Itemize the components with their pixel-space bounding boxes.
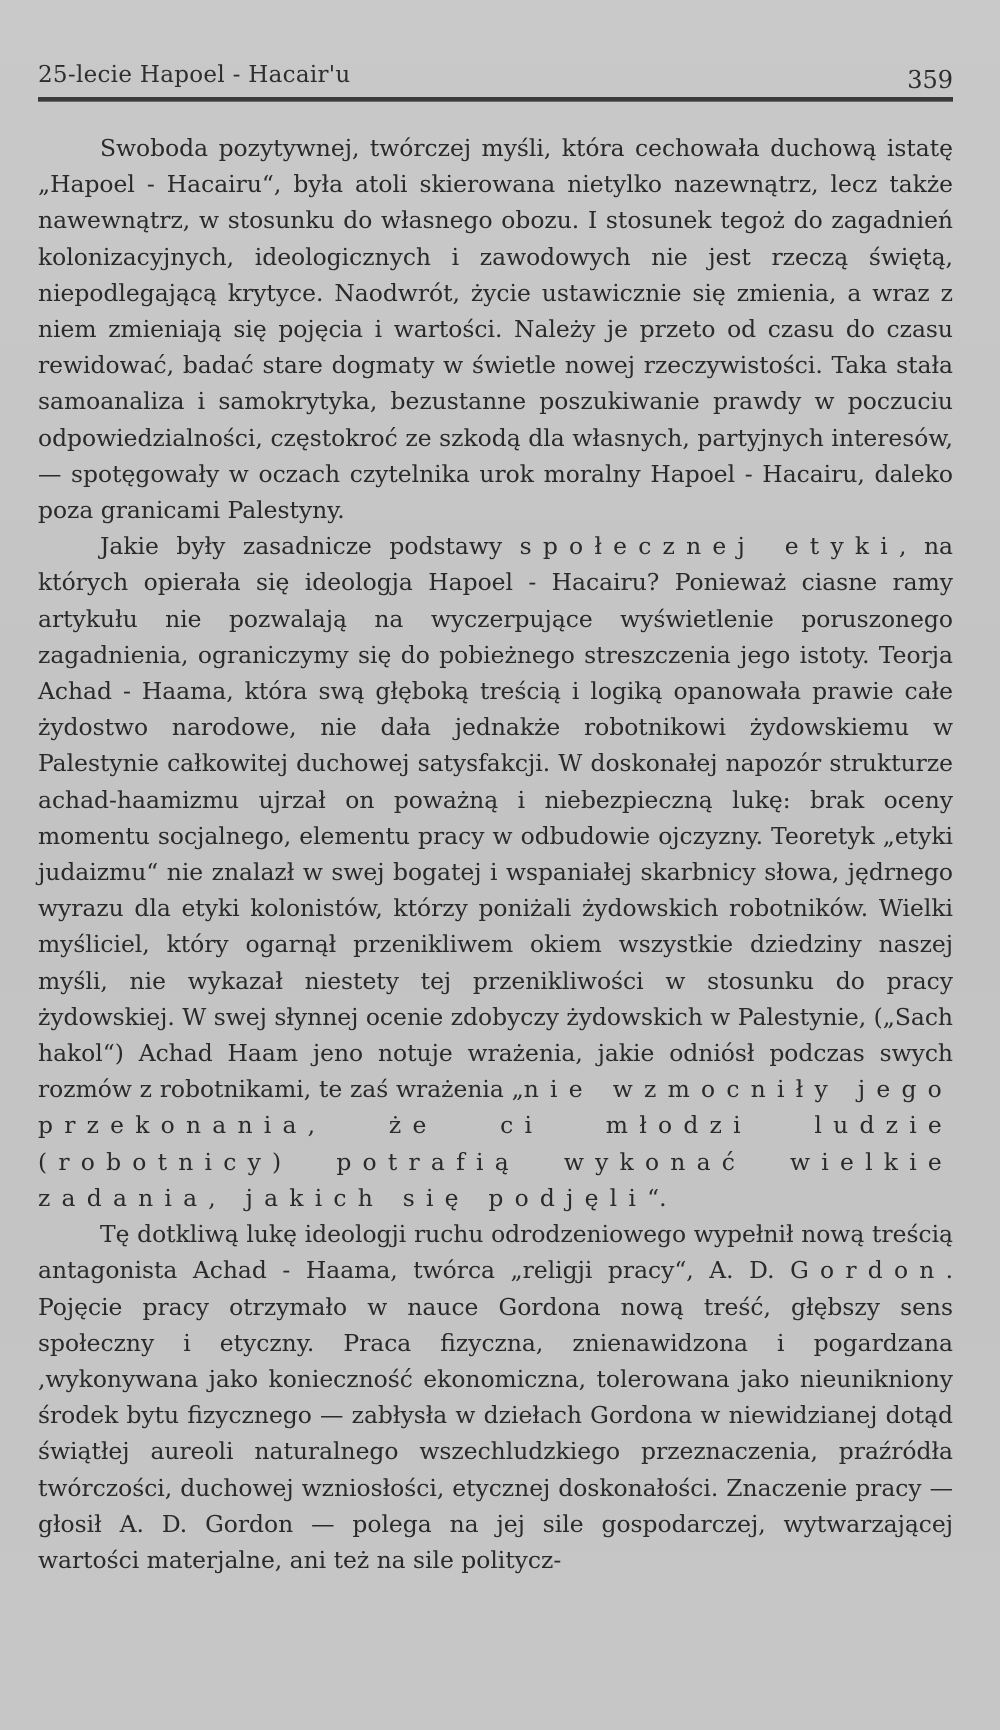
page-number: 359	[907, 66, 953, 94]
paragraph-text: Swoboda pozytywnej, twórczej myśli, która cechowała duchową istatę „Hapoel - Hacairu“, była atoli skierowana nietylko nazewnątrz, lecz także nawewnątrz, w stosunku do własnego obozu. I stosunek tegoż do zagadnień kolonizacyjnych, ideologicznych i zawodowych nie jest rzeczą świętą, niepodlegającą krytyce. Naodwrót, życie ustawicznie się zmienia, a wraz z niem zmieniają się pojęcia i wartości. Należy je przeto od czasu do czasu rewidować, badać stare dogmaty w świetle nowej rzeczywistości. Taka stała samoanaliza i samokrytyka, bezustanne poszukiwanie prawdy w poczuciu odpowiedzialności, częstokroć ze szkodą dla własnych, partyjnych interesów, — spotęgowały w oczach czytelnika urok moralny Hapoel - Hacairu, daleko poza granicami Palestyny.	[38, 134, 953, 525]
paragraph-2	[38, 528, 953, 1216]
header-rule	[38, 97, 953, 102]
paragraph-text: “.	[647, 1183, 667, 1212]
paragraph-text: , na których opierała się ideologja Hapoel - Hacairu? Ponieważ ciasne ramy artykułu nie pozwalają na wyczerpujące wyświetlenie poruszonego zagadnienia, ograniczymy się do pobieżnego streszczenia jego istoty. Teorja Achad - Haama, która swą głęboką treścią i logiką opanowała prawie całe żydostwo narodowe, nie dała jednakże robotnikowi żydowskiemu w Palestynie całkowitej duchowej satysfakcji. W doskonałej napozór strukturze achad-haamizmu ujrzał on poważną i niebezpieczną lukę: brak oceny momentu socjalnego, elementu pracy w odbudowie ojczyzny. Teoretyk „etyki judaizmu“ nie znalazł w swej bogatej i wspaniałej skarbnicy słowa, jędrnego wyrazu dla etyki kolonistów, którzy poniżali żydowskich robotników. Wielki myśliciel, który ogarnął przenikliwem okiem wszystkie dziedziny naszej myśli, nie wykazał niestety tej przenikliwości w stosunku do pracy żydowskiej. W swej słynnej ocenie zdobyczy żydowskich w Palestynie, („Sach hakol“) Achad Haam jeno notuje wrażenia, jakie odniósł podczas swych rozmów z robotnikami, te zaś wrażenia „	[38, 532, 953, 1104]
running-head: 25-lecie Hapoel - Hacair'u	[38, 62, 351, 88]
body-text	[38, 130, 953, 1578]
paragraph-text: Tę dotkliwą lukę ideologji ruchu odrodzeniowego wypełnił nową treścią antagonista Achad - Haama, twórca „religji pracy“, A. D.	[38, 1220, 953, 1285]
page-header	[38, 58, 953, 98]
paragraph-text: Jakie były zasadnicze podstawy	[100, 532, 520, 561]
spaced-emphasis: Gordon	[790, 1256, 946, 1285]
paragraph-3	[38, 1216, 953, 1578]
spaced-emphasis: społecznej etyki	[519, 532, 900, 561]
paragraph-text: . Pojęcie pracy otrzymało w nauce Gordona nową treść, głębszy sens społeczny i etyczny. Praca fizyczna, znienawidzona i pogardzana ,wykonywana jako konieczność ekonomiczna, tolerowana jako nieunikniony środek bytu fizycznego — zabłysła w dziełach Gordona w niewidzianej dotąd świątłej aureoli naturalnego wszechludzkiego przeznaczenia, praźródła twórczości, duchowej wzniosłości, etycznej doskonałości. Znaczenie pracy — głosił A. D. Gordon — polega na jej sile gospodarczej, wytwarzającej wartości materjalne, ani też na sile politycz-	[38, 1256, 953, 1574]
paragraph-1	[38, 130, 953, 528]
spaced-emphasis: nie wzmocniły jego przekonania, że ci młodzi ludzie (robotnicy) potrafią wykonać wielkie zadania, jakich się podjęli	[38, 1075, 953, 1212]
